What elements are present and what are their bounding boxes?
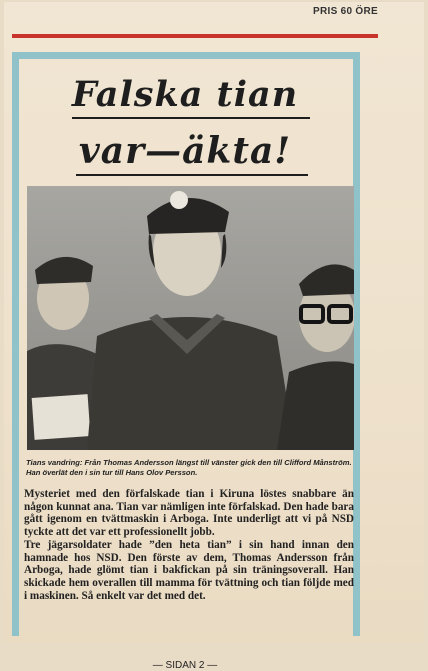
headline-underline-1 [72, 117, 310, 119]
page-reference: — SIDAN 2 — [152, 660, 218, 671]
body-paragraph-2: Tre jägarsoldater hade ”den heta tian” i sin hand innan den hamnade hos NSD. Den förste av dem, Thomas Andersson från Arboga, hade glömt tian i bakfickan på sin träningsoverall. Han skickade hem overallen till mamma för tvättning och tian följde med i maskinen. Så enkelt var det med det. [24, 538, 354, 602]
article-body [24, 488, 354, 602]
headline-line-1: Falska tian [71, 74, 299, 115]
headline-underline-2 [76, 174, 308, 176]
soldiers-photo-illustration [27, 186, 354, 450]
price-label: PRIS 60 ÖRE [313, 6, 378, 17]
headline-line-2: var—äkta! [78, 130, 292, 172]
article [20, 60, 354, 671]
news-photo [27, 186, 354, 450]
body-paragraph-1: Mysteriet med den förfalskade tian i Kiruna löstes snabbare än någon kunnat ana. Tian var nämligen inte förfalskad. Den hade bara gått igenom en tvättmaskin i Arboga. Inte underligt att vi på NSD tyckte att det var ett professionellt jobb. [24, 488, 354, 539]
photo-caption: Tians vandring: Från Thomas Andersson längst till vänster gick den till Clifford Månström. Han överlät den i sin tur till Hans Olov Persson. [26, 458, 352, 477]
red-divider [12, 34, 378, 38]
